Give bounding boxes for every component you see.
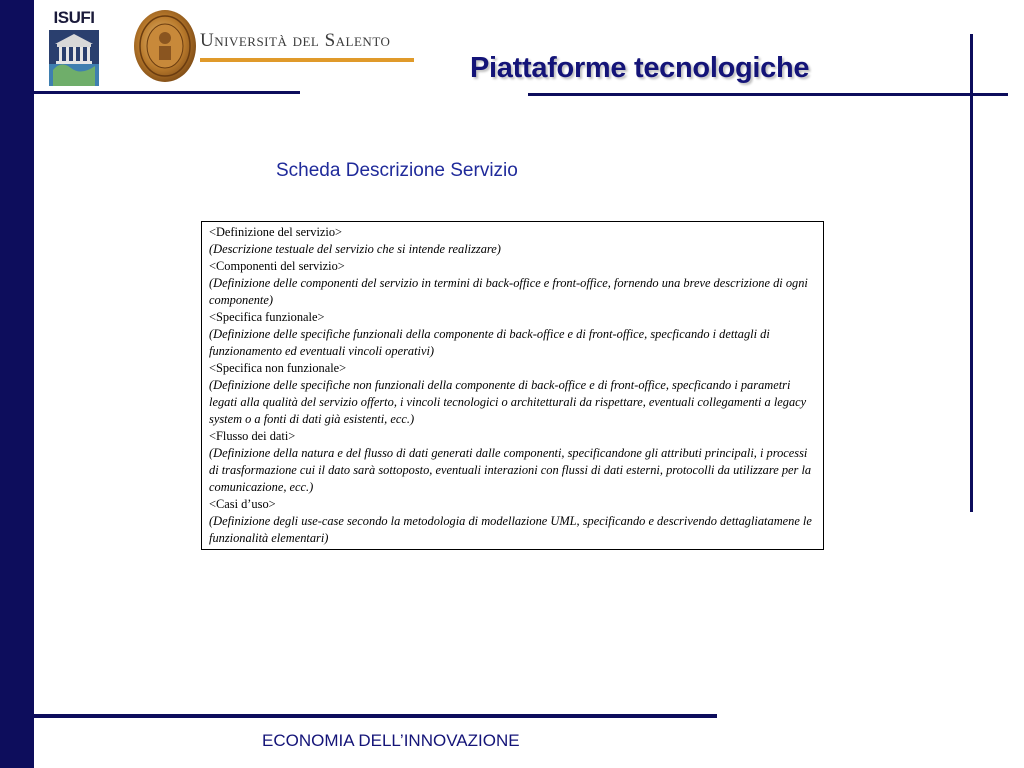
right-vertical-divider xyxy=(970,34,973,512)
isufi-logo-text: ISUFI xyxy=(53,8,95,27)
section-description: (Definizione delle specifiche non funzionali della componente di back-office e di front-office, specficando i parametri legati alla qualità del servizio offerto, i vincoli tecnologici o architetturali da rispettare, eventuali collegamenti a legacy system o a fonti di dati già esistenti, ecc.) xyxy=(209,378,807,426)
seal-icon xyxy=(132,8,198,84)
section-label: <Casi d’uso> xyxy=(209,497,276,511)
header-divider-left xyxy=(34,91,300,94)
service-description-box xyxy=(201,221,824,550)
section-description: (Descrizione testuale del servizio che si intende realizzare) xyxy=(209,242,501,256)
footer-text: ECONOMIA DELL’INNOVAZIONE xyxy=(262,731,520,750)
section-label: <Flusso dei dati> xyxy=(209,429,296,443)
isufi-building-icon xyxy=(49,30,99,86)
isufi-logo xyxy=(48,8,100,86)
section-label: <Definizione del servizio> xyxy=(209,225,343,239)
section-label: <Specifica non funzionale> xyxy=(209,361,347,375)
section-label: <Specifica funzionale> xyxy=(209,310,325,324)
section-description: (Definizione delle componenti del servizio in termini di back-office e front-office, fornendo una breve descrizione di ogni componente) xyxy=(209,276,808,307)
section-description: (Definizione della natura e del flusso di dati generati dalle componenti, specificandone gli attributi principali, i processi di trasformazione cui il dato sarà sottoposto, eventuali interazioni con flussi di dati esterni, protocolli da utilizzare per la comunicazione, ecc.) xyxy=(209,446,812,494)
section-description: (Definizione delle specifiche funzionali della componente di back-office e di front-office, specficando i dettagli di funzionamento ed eventuali vincoli operativi) xyxy=(209,327,770,358)
university-seal xyxy=(132,8,198,84)
page-title: Piattaforme tecnologiche xyxy=(470,52,810,84)
footer-divider xyxy=(34,714,717,718)
section-label: <Componenti del servizio> xyxy=(209,259,345,273)
section-description: (Definizione degli use-case secondo la metodologia di modellazione UML, specificando e descrivendo dettagliatamene le funzionalità elementari) xyxy=(209,514,812,545)
left-sidebar-bar xyxy=(0,0,34,768)
university-name: Università del Salento xyxy=(200,30,391,51)
header-divider-right xyxy=(528,93,1008,96)
university-logo-underline xyxy=(200,58,414,62)
university-logo xyxy=(198,24,420,74)
section-subtitle: Scheda Descrizione Servizio xyxy=(276,160,518,181)
